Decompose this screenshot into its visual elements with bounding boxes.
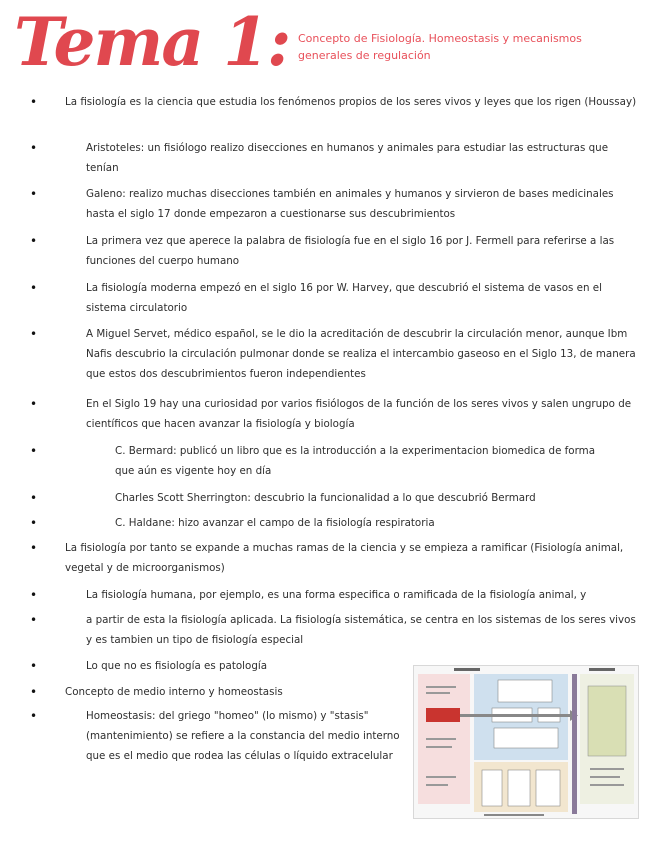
list-item: C. Haldane: hizo avanzar el campo de la fisiología respiratoria [115, 517, 435, 529]
bullet-icon: • [30, 95, 38, 109]
list-item: La fisiología humana, por ejemplo, es una forma especifica o ramificada de la fisiología animal, y [86, 589, 587, 601]
bullet-icon: • [30, 281, 38, 295]
bullet-icon: • [30, 588, 38, 602]
list-item: La fisiología moderna empezó en el siglo 16 por W. Harvey, que descubrió el sistema de vasos en el sistema circulatorio [86, 282, 602, 314]
list-item: a partir de esta la fisiología aplicada. La fisiología sistemática, se centra en los sistemas de los seres vivos y es tambien un tipo de fisiología especial [86, 614, 636, 646]
list-item: La fisiología es la ciencia que estudia los fenómenos propios de los seres vivos y leyes que los rigen (Houssay) [65, 96, 637, 108]
list-item: Concepto de medio interno y homeostasis [65, 686, 283, 698]
header [0, 0, 656, 90]
bullet-icon: • [30, 187, 38, 201]
bullet-icon: • [30, 234, 38, 248]
bullet-icon: • [30, 541, 38, 555]
bullet-icon: • [30, 613, 38, 627]
list-item: La fisiología por tanto se expande a muchas ramas de la ciencia y se empieza a ramificar (Fisiología animal, vegetal y de microorganismos) [65, 542, 624, 574]
diagram-figure [413, 665, 639, 819]
list-item: Homeostasis: del griego "homeo" (lo mismo) y "stasis" (mantenimiento) se refiere a la constancia del medio interno que es el medio que rodea las células o líquido extracelular [86, 710, 400, 762]
list-item: Aristoteles: un fisiólogo realizo disecciones en humanos y animales para estudiar las estructuras que tenían [86, 142, 609, 174]
page-subtitle: Concepto de Fisiología. Homeostasis y mecanismos generales de regulación [298, 32, 582, 62]
bullet-icon: • [30, 327, 38, 341]
bullet-icon: • [30, 444, 38, 458]
bullet-icon: • [30, 397, 38, 411]
bullet-icon: • [30, 659, 38, 673]
list-item: Lo que no es fisiología es patología [86, 660, 268, 672]
bullet-icon: • [30, 685, 38, 699]
list-item: C. Bermard: publicó un libro que es la introducción a la experimentacion biomedica de forma que aún es vigente hoy en día [115, 445, 596, 477]
list-item: En el Siglo 19 hay una curiosidad por varios fisiólogos de la función de los seres vivos y salen ungrupo de científicos que hacen avanzar la fisiología y biología [86, 398, 632, 430]
page-title: Tema 1: [14, 3, 290, 81]
list-item: La primera vez que aperece la palabra de fisiología fue en el siglo 16 por J. Fermell para referirse a las funciones del cuerpo humano [86, 235, 615, 267]
bullet-icon: • [30, 516, 38, 530]
bullet-icon: • [30, 709, 38, 723]
list-item: Galeno: realizo muchas disecciones también en animales y humanos y sirvieron de bases medicinales hasta el siglo 17 donde empezaron a cuestionarse sus descubrimientos [86, 188, 614, 220]
diagram-figure-icon [414, 666, 638, 818]
list-item: A Miguel Servet, médico español, se le dio la acreditación de descubrir la circulación menor, aunque Ibm Nafis descubrio la circulación pulmonar donde se realiza el intercambio gaseoso en el Siglo 13, de manera que estos dos descubrimientos fueron independientes [86, 328, 636, 380]
list-item: Charles Scott Sherrington: descubrio la funcionalidad a lo que descubrió Bermard [115, 492, 536, 504]
bullet-icon: • [30, 141, 38, 155]
bullet-icon: • [30, 491, 38, 505]
